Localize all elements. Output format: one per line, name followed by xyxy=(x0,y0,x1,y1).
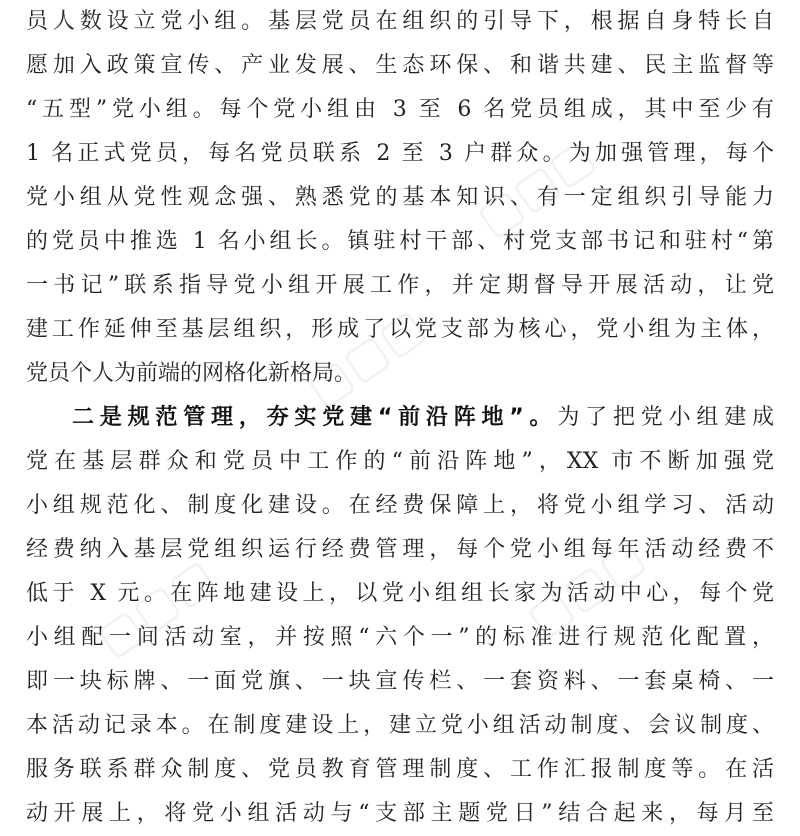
paragraph-line: 小组规范化、制度化建设。在经费保障上，将党小组学习、活动 xyxy=(26,493,774,518)
paragraph-line: 本活动记录本。在制度建设上，建立党小组活动制度、会议制度、 xyxy=(26,713,774,738)
paragraph-line: 服务联系群众制度、党员教育管理制度、工作汇报制度等。在活 xyxy=(26,757,774,782)
paragraph-line: 一书记”联系指导党小组开展工作，并定期督导开展活动，让党 xyxy=(26,273,774,298)
section-heading: 二是规范管理，夯实党建“前沿阵地”。 xyxy=(72,405,558,430)
paragraph-line: 动开展上，将党小组活动与“支部主题党日”结合起来，每月至 xyxy=(26,801,774,826)
watermark-mark: ▢▢▢ xyxy=(86,547,225,667)
paragraph-line: 愿加入政策宣传、产业发展、生态环保、和谐共建、民主监督等 xyxy=(26,53,774,78)
paragraph-line: 经费纳入基层党组织运行经费管理，每个党小组每年活动经费不 xyxy=(26,537,774,562)
paragraph-text: 为了把党小组建成 xyxy=(557,405,774,430)
watermark-mark: ▢▢▢ xyxy=(466,127,605,247)
paragraph-line: 建工作延伸至基层组织，形成了以党支部为核心，党小组为主体， xyxy=(26,317,774,342)
paragraph-line: 员人数设立党小组。基层党员在组织的引导下，根据自身特长自 xyxy=(26,9,774,34)
paragraph-line: 的党员中推选 1 名小组长。镇驻村干部、村党支部书记和驻村“第 xyxy=(26,229,774,254)
watermark-mark: ▢▢▢ xyxy=(516,527,655,647)
paragraph-line: 1 名正式党员，每名党员联系 2 至 3 户群众。为加强管理，每个 xyxy=(26,141,774,166)
paragraph-line: 党在基层群众和党员中工作的“前沿阵地”，XX 市不断加强党 xyxy=(26,449,774,474)
paragraph-line: 低于 X 元。在阵地建设上，以党小组组长家为活动中心，每个党 xyxy=(26,581,774,606)
paragraph-2-first-line xyxy=(72,396,774,440)
paragraph-line: 党小组从党性观念强、熟悉党的基本知识、有一定组织引导能力 xyxy=(26,185,774,210)
paragraph-line: 党员个人为前端的网格化新格局。 xyxy=(26,361,357,386)
paragraph-line: 小组配一间活动室，并按照“六个一”的标准进行规范化配置， xyxy=(26,625,774,650)
watermark-mark: ▢▢▢ xyxy=(296,297,435,417)
paragraph-line: 即一块标牌、一面党旗、一块宣传栏、一套资料、一套桌椅、一 xyxy=(26,669,774,694)
paragraph-line: “五型”党小组。每个党小组由 3 至 6 名党员组成，其中至少有 xyxy=(26,97,774,122)
